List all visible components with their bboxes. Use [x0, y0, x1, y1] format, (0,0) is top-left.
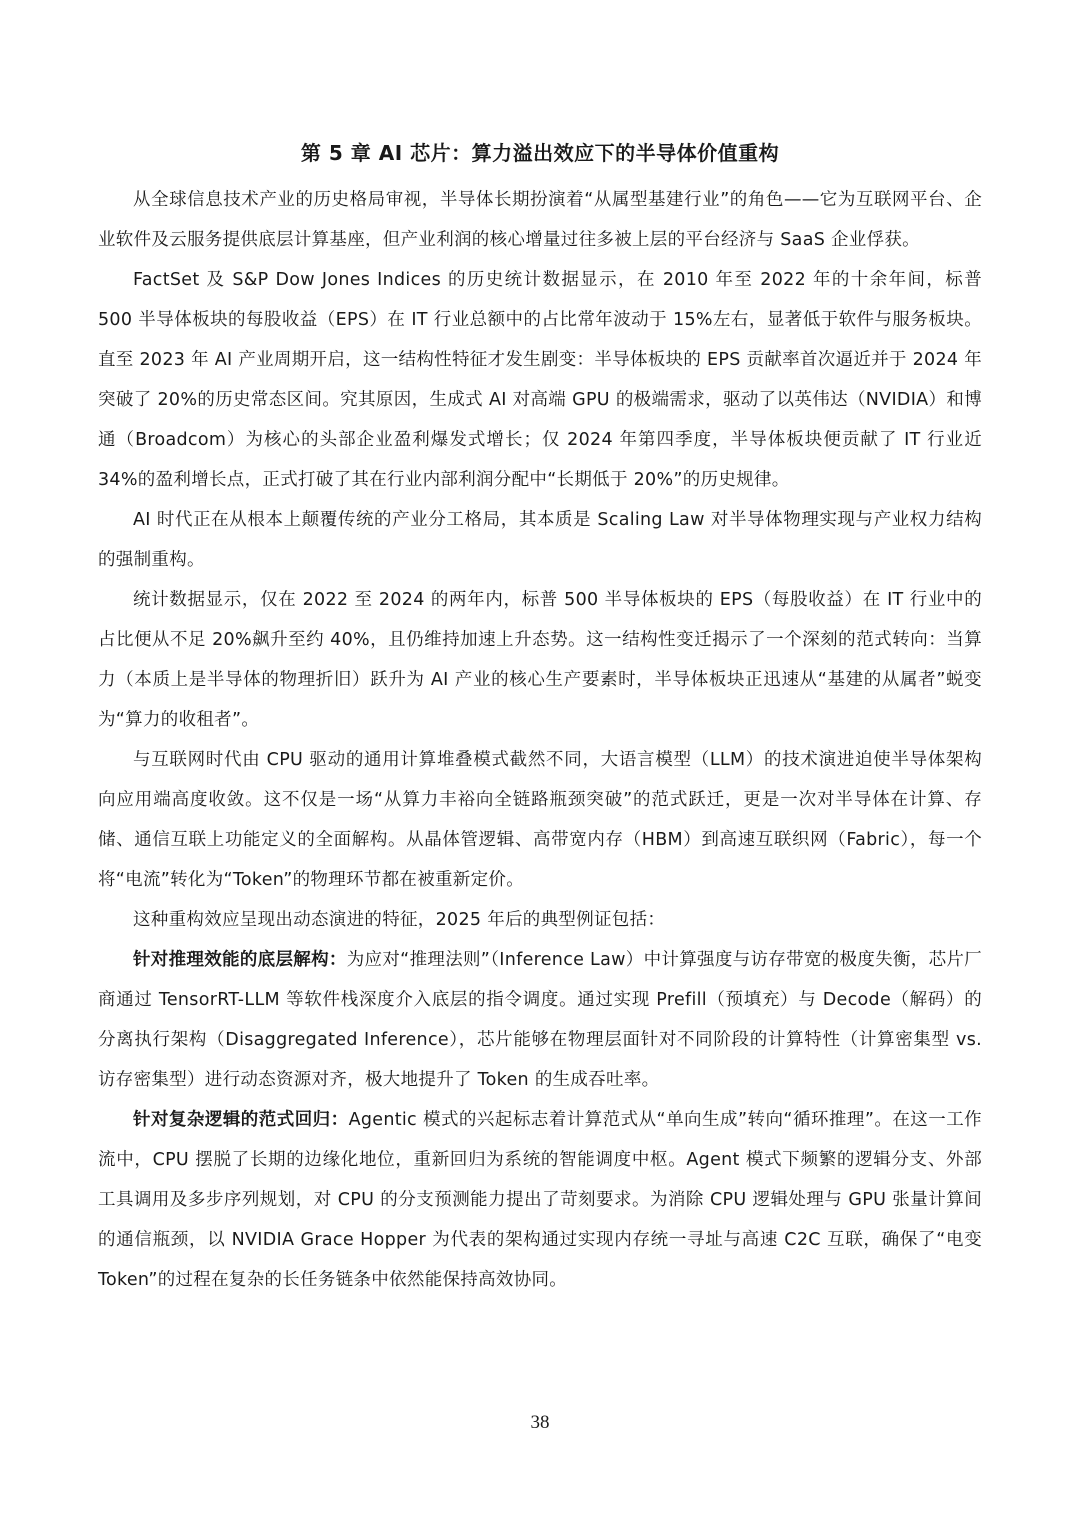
paragraph	[98, 260, 982, 500]
paragraph	[98, 500, 982, 580]
paragraph-text: 这种重构效应呈现出动态演进的特征，2025 年后的典型例证包括：	[133, 910, 666, 930]
paragraph-lead: 针对复杂逻辑的范式回归：	[133, 1110, 349, 1130]
chapter-title: 第 5 章 AI 芯片：算力溢出效应下的半导体价值重构	[300, 141, 780, 165]
page-number: 38	[530, 1412, 550, 1433]
paragraph-agentic	[98, 1100, 982, 1300]
paragraph	[98, 900, 982, 940]
paragraph-text: Agentic 模式的兴起标志着计算范式从“单向生成”转向“循环推理”。在这一工作流中，CPU 摆脱了长期的边缘化地位，重新回归为系统的智能调度中枢。Agent 模式下频繁的逻辑分支、外部工具调用及多步序列规划，对 CPU 的分支预测能力提出了苛刻要求。为消除 CPU 逻辑处理与 GPU 张量计算间的通信瓶颈，以 NVIDIA Grace Hopper 为代表的架构通过实现内存统一寻址与高速 C2C 互联，确保了“电变 Token”的过程在复杂的长任务链条中依然能保持高效协同。	[98, 1110, 982, 1290]
paragraph-text: AI 时代正在从根本上颠覆传统的产业分工格局，其本质是 Scaling Law 对半导体物理实现与产业权力结构的强制重构。	[98, 510, 982, 570]
paragraph-lead: 针对推理效能的底层解构：	[133, 950, 347, 970]
paragraph	[98, 180, 982, 260]
paragraph-text: 从全球信息技术产业的历史格局审视，半导体长期扮演着“从属型基建行业”的角色——它为互联网平台、企业软件及云服务提供底层计算基座，但产业利润的核心增量过往多被上层的平台经济与 SaaS 企业俘获。	[98, 190, 982, 250]
paragraph	[98, 740, 982, 900]
paragraph-inference	[98, 940, 982, 1100]
paragraph	[98, 580, 982, 740]
paragraph-text: 与互联网时代由 CPU 驱动的通用计算堆叠模式截然不同，大语言模型（LLM）的技术演进迫使半导体架构向应用端高度收敛。这不仅是一场“从算力丰裕向全链路瓶颈突破”的范式跃迁，更是一次对半导体在计算、存储、通信互联上功能定义的全面解构。从晶体管逻辑、高带宽内存（HBM）到高速互联织网（Fabric），每一个将“电流”转化为“Token”的物理环节都在被重新定价。	[98, 750, 983, 890]
paragraph-text: FactSet 及 S&P Dow Jones Indices 的历史统计数据显示，在 2010 年至 2022 年的十余年间，标普 500 半导体板块的每股收益（EPS）在 IT 行业总额中的占比常年波动于 15%左右，显著低于软件与服务板块。直至 2023 年 AI 产业周期开启，这一结构性特征才发生剧变：半导体板块的 EPS 贡献率首次逼近并于 2024 年突破了 20%的历史常态区间。究其原因，生成式 AI 对高端 GPU 的极端需求，驱动了以英伟达（NVIDIA）和博通（Broadcom）为核心的头部企业盈利爆发式增长；仅 2024 年第四季度，半导体板块便贡献了 IT 行业近 34%的盈利增长点，正式打破了其在行业内部利润分配中“长期低于 20%”的历史规律。	[98, 270, 982, 490]
paragraph-text: 为应对“推理法则”（Inference Law）中计算强度与访存带宽的极度失衡，芯片厂商通过 TensorRT-LLM 等软件栈深度介入底层的指令调度。通过实现 Prefill（预填充）与 Decode（解码）的分离执行架构（Disaggregated Inference），芯片能够在物理层面针对不同阶段的计算特性（计算密集型 vs.访存密集型）进行动态资源对齐，极大地提升了 Token 的生成吞吐率。	[98, 950, 982, 1090]
document-page	[98, 138, 982, 1300]
paragraph-text: 统计数据显示，仅在 2022 至 2024 的两年内，标普 500 半导体板块的 EPS（每股收益）在 IT 行业中的占比便从不足 20%飙升至约 40%，且仍维持加速上升态势。这一结构性变迁揭示了一个深刻的范式转向：当算力（本质上是半导体的物理折旧）跃升为 AI 产业的核心生产要素时，半导体板块正迅速从“基建的从属者”蜕变为“算力的收租者”。	[98, 590, 982, 730]
